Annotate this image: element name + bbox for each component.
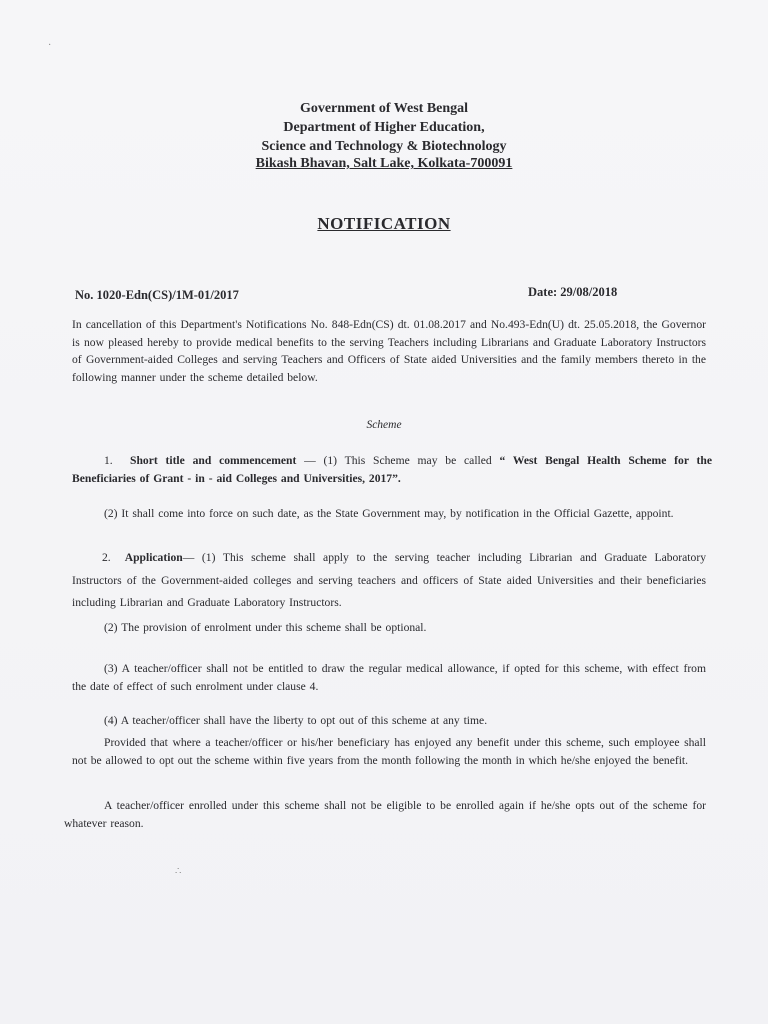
- scheme-heading: Scheme: [366, 419, 402, 431]
- clause-1-text: — (1) This Scheme may be called: [296, 454, 500, 467]
- proviso-text: Provided that where a teacher/officer or his/her beneficiary has enjoyed any benefit under this scheme, such employee shall not be allowed to opt out the scheme within five years from the month following the month in which he/she enjoyed the benefit.: [72, 736, 706, 767]
- clause-2-heading: Application: [124, 551, 183, 564]
- clause-1-number: 1.: [104, 454, 113, 467]
- re-enrolment-text: A teacher/officer enrolled under this scheme shall not be eligible to be enrolled again if he/she opts out of the scheme for whatever reason.: [64, 799, 706, 830]
- notification-title: NOTIFICATION: [317, 214, 451, 233]
- scan-mark: ·: [48, 40, 52, 51]
- proviso-paragraph: [72, 734, 706, 769]
- header-science: Science and Technology & Biotechnology: [261, 139, 507, 154]
- clause-1-2: [72, 505, 706, 523]
- clause-1-heading: Short title and commencement: [130, 454, 297, 467]
- clause-2-3-text: (3) A teacher/officer shall not be entitled to draw the regular medical allowance, if opted for this scheme, with effect from the date of effect of such enrolment under clause 4.: [72, 662, 706, 693]
- header-department: Department of Higher Education,: [283, 120, 485, 135]
- intro-paragraph: In cancellation of this Department's Notifications No. 848-Edn(CS) dt. 01.08.2017 and No.493-Edn(U) dt. 25.05.2018, the Governor is now pleased hereby to provide medical benefits to the serving Teachers including Librarians and Graduate Laboratory Instructors of Government-aided Colleges and serving Teachers and Officers of State aided Universities and the family members thereto in the following manner under the scheme detailed below.: [72, 318, 706, 384]
- clause-1-scheme-name: “ West Bengal Health Scheme for the Beneficiaries of Grant - in - aid Colleges and Universities, 2017”.: [72, 454, 712, 485]
- clause-2: [72, 547, 706, 615]
- notification-date: Date: 29/08/2018: [528, 285, 618, 299]
- clause-2-number: 2.: [102, 551, 111, 564]
- clause-2-2: (2) The provision of enrolment under this scheme shall be optional.: [104, 621, 427, 634]
- header-government: Government of West Bengal: [299, 101, 469, 116]
- clause-1-2-text: (2) It shall come into force on such date, as the State Government may, by notification in the Official Gazette, appoint.: [104, 507, 674, 520]
- clause-2-4: (4) A teacher/officer shall have the liberty to opt out of this scheme at any time.: [104, 714, 488, 727]
- header-address: Bikash Bhavan, Salt Lake, Kolkata-700091: [255, 156, 513, 171]
- clause-2-3: [72, 660, 706, 695]
- reference-number: No. 1020-Edn(CS)/1M-01/2017: [75, 288, 239, 302]
- scan-mark: ∴: [175, 866, 182, 877]
- clause-2-text: — (1) This scheme shall apply to the serving teacher including Librarian and Graduate Laboratory Instructors of the Government-aided colleges and serving teachers and officers of State aided Universities and their beneficiaries including Librarian and Graduate Laboratory Instructors.: [72, 551, 706, 609]
- clause-1: [72, 452, 712, 487]
- re-enrolment-paragraph: [64, 797, 706, 832]
